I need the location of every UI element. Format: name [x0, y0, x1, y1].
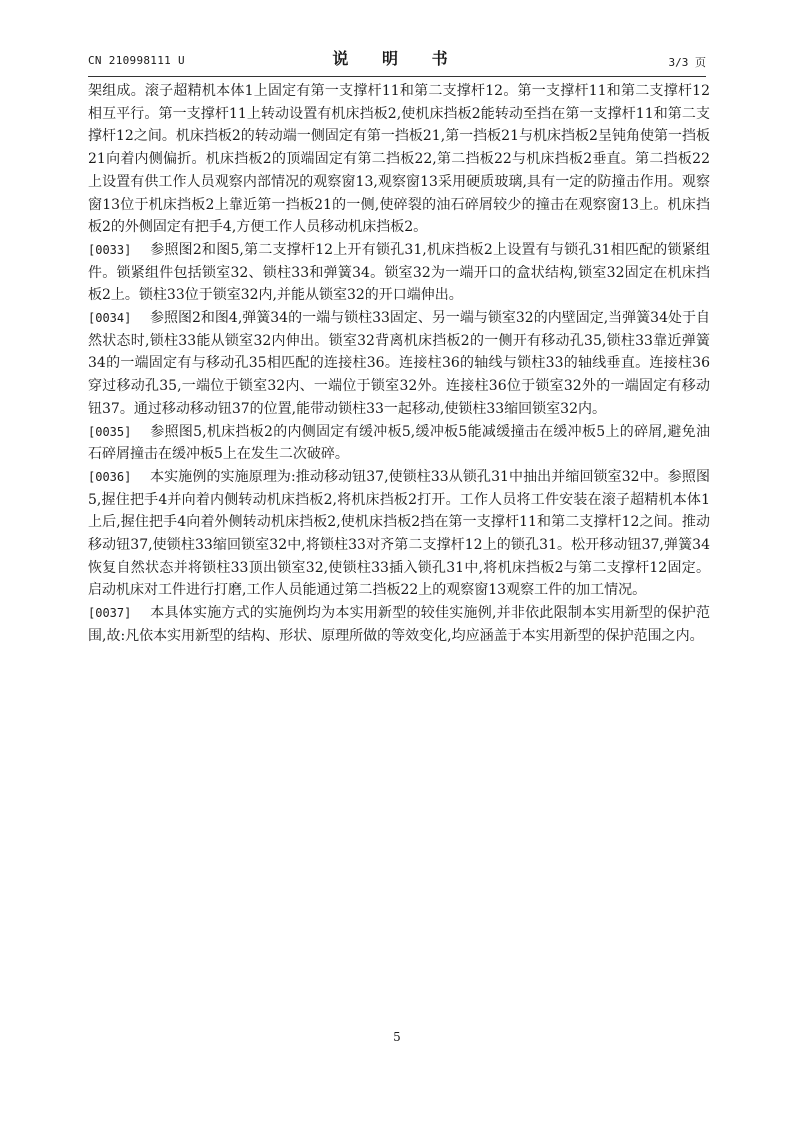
paragraph-number: [0037]	[88, 606, 132, 621]
page-number: 5	[393, 1030, 401, 1044]
paragraph-text: 参照图2和图4,弹簧34的一端与锁柱33固定、另一端与锁室32的内壁固定,当弹簧34处于自然状态时,锁柱33能从锁室32内伸出。锁室32背离机床挡板2的一侧开有移动孔35,锁柱33靠近弹簧34的一端固定有与移动孔35相匹配的连接柱36。连接柱36的轴线与锁柱33的轴线垂直。连接柱36穿过移动孔35,一端位于锁室32内、一端位于锁室32外。连接柱36位于锁室32外的一端固定有移动钮37。通过移动移动钮37的位置,能带动锁柱33一起移动,使锁柱33缩回锁室32内。	[88, 310, 710, 417]
page-count: 3/3 页	[668, 56, 706, 69]
paragraph-number: [0035]	[88, 424, 132, 439]
paragraph-text: 参照图2和图5,第二支撑杆12上开有锁孔31,机床挡板2上设置有与锁孔31相匹配的锁紧组件。锁紧组件包括锁室32、锁柱33和弹簧34。锁室32为一端开口的盒状结构,锁室32固定在机床挡板2上。锁柱33位于锁室32内,并能从锁室32的开口端伸出。	[88, 241, 710, 304]
page-header	[88, 44, 706, 72]
paragraph-number: [0036]	[88, 469, 132, 484]
paragraph-continuation	[88, 80, 710, 239]
paragraph-0036	[88, 466, 710, 602]
paragraph-text: 参照图5,机床挡板2的内侧固定有缓冲板5,缓冲板5能减缓撞击在缓冲板5上的碎屑,避免油石碎屑撞击在缓冲板5上在发生二次破碎。	[88, 423, 710, 463]
document-title: 说 明 书	[332, 49, 462, 68]
publication-number: CN 210998111 U	[88, 54, 185, 67]
paragraph-text: 架组成。滚子超精机本体1上固定有第一支撑杆11和第二支撑杆12。第一支撑杆11和第二支撑杆12相互平行。第一支撑杆11上转动设置有机床挡板2,使机床挡板2能转动至挡在第一支撑杆11和第二支撑杆12之间。机床挡板2的转动端一侧固定有第一挡板21,第一挡板21与机床挡板2呈钝角使第一挡板21向着内侧偏折。机床挡板2的顶端固定有第二挡板22,第二挡板22与机床挡板2垂直。第二挡板22上设置有供工作人员观察内部情况的观察窗13,观察窗13采用硬质玻璃,具有一定的防撞击作用。观察窗13位于机床挡板2上靠近第一挡板21的一侧,使碎裂的油石碎屑较少的撞击在观察窗13上。机床挡板2的外侧固定有把手4,方便工作人员移动机床挡板2。	[88, 83, 710, 236]
header-divider	[88, 76, 706, 77]
paragraph-number: [0033]	[88, 242, 132, 257]
paragraph-text: 本实施例的实施原理为:推动移动钮37,使锁柱33从锁孔31中抽出并缩回锁室32中。参照图5,握住把手4并向着内侧转动机床挡板2,将机床挡板2打开。工作人员将工件安装在滚子超精机本体1上后,握住把手4向着外侧转动机床挡板2,使机床挡板2挡在第一支撑杆11和第二支撑杆12之间。推动移动钮37,使锁柱33缩回锁室32中,将锁柱33对齐第二支撑杆12上的锁孔31。松开移动钮37,弹簧34恢复自然状态并将锁柱33顶出锁室32,使锁柱33插入锁孔31中,将机床挡板2与第二支撑杆12固定。启动机床对工件进行打磨,工作人员能通过第二挡板22上的观察窗13观察工件的加工情况。	[88, 468, 710, 599]
document-body	[88, 80, 710, 648]
paragraph-0035	[88, 421, 710, 466]
paragraph-0034	[88, 307, 710, 421]
paragraph-0033	[88, 239, 710, 307]
paragraph-text: 本具体实施方式的实施例均为本实用新型的较佳实施例,并非依此限制本实用新型的保护范围,故:凡依本实用新型的结构、形状、原理所做的等效变化,均应涵盖于本实用新型的保护范围之内。	[88, 605, 710, 644]
paragraph-0037	[88, 602, 710, 647]
paragraph-number: [0034]	[88, 311, 132, 326]
